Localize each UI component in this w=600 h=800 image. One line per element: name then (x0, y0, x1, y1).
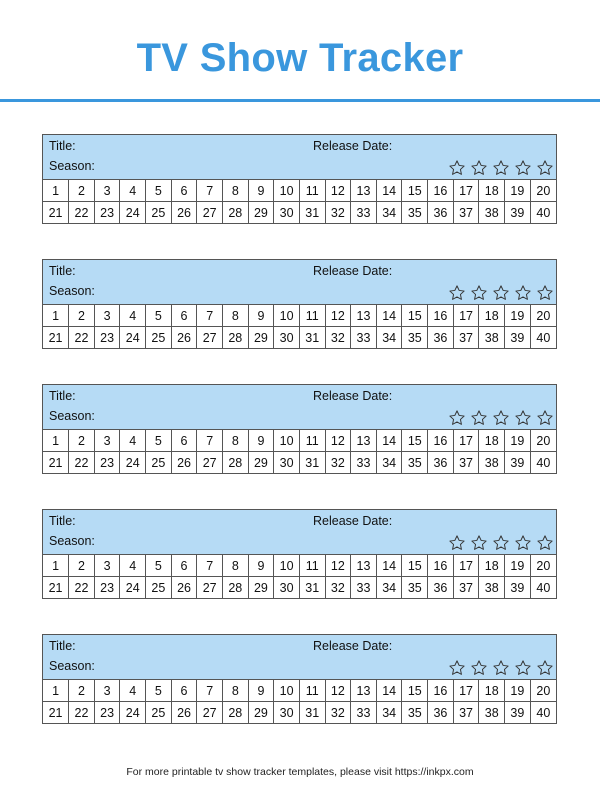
episode-row (43, 305, 556, 327)
episode-cell[interactable]: 23 (94, 702, 120, 724)
star-rating (448, 159, 554, 177)
episode-cell[interactable]: 32 (325, 702, 351, 724)
episode-cell[interactable]: 8 (222, 555, 248, 577)
episode-cell[interactable]: 9 (248, 555, 274, 577)
episode-cell[interactable]: 25 (146, 327, 172, 349)
episode-cell[interactable]: 18 (479, 430, 505, 452)
episode-cell[interactable]: 28 (222, 577, 248, 599)
star-outline-icon[interactable] (448, 159, 466, 177)
episode-cell[interactable]: 13 (351, 555, 377, 577)
episode-cell[interactable]: 3 (94, 680, 120, 702)
episode-cell[interactable]: 36 (428, 702, 454, 724)
episode-cell[interactable]: 12 (325, 430, 351, 452)
episode-cell[interactable]: 12 (325, 305, 351, 327)
episode-cell[interactable]: 13 (351, 430, 377, 452)
episode-cell[interactable]: 28 (222, 327, 248, 349)
episode-grid (43, 430, 556, 473)
star-outline-icon[interactable] (470, 534, 488, 552)
episode-cell[interactable]: 12 (325, 555, 351, 577)
episode-cell[interactable]: 27 (197, 202, 223, 224)
episode-cell[interactable]: 22 (69, 577, 95, 599)
episode-cell[interactable]: 30 (274, 577, 300, 599)
episode-cell[interactable]: 29 (248, 202, 274, 224)
release-date-field-label[interactable]: Release Date: (313, 139, 393, 153)
episode-cell[interactable]: 31 (299, 452, 325, 474)
episode-cell[interactable]: 23 (94, 577, 120, 599)
episode-cell[interactable]: 21 (43, 327, 69, 349)
episode-cell[interactable]: 35 (402, 202, 428, 224)
episode-cell[interactable]: 39 (505, 577, 531, 599)
episode-cell[interactable]: 27 (197, 702, 223, 724)
star-outline-icon[interactable] (492, 659, 510, 677)
episode-cell[interactable]: 18 (479, 180, 505, 202)
episode-cell[interactable]: 16 (428, 305, 454, 327)
star-outline-icon[interactable] (470, 159, 488, 177)
episode-row (43, 430, 556, 452)
episode-cell[interactable]: 14 (376, 680, 402, 702)
episode-cell[interactable]: 40 (530, 327, 556, 349)
episode-cell[interactable]: 29 (248, 327, 274, 349)
season-field-label[interactable]: Season: (49, 284, 95, 298)
episode-cell[interactable]: 2 (69, 555, 95, 577)
episode-cell[interactable]: 33 (351, 577, 377, 599)
episode-cell[interactable]: 16 (428, 555, 454, 577)
episode-cell[interactable]: 8 (222, 305, 248, 327)
episode-cell[interactable]: 19 (505, 430, 531, 452)
episode-grid (43, 680, 556, 723)
episode-cell[interactable]: 2 (69, 680, 95, 702)
episode-cell[interactable]: 32 (325, 202, 351, 224)
episode-cell[interactable]: 34 (376, 327, 402, 349)
episode-cell[interactable]: 33 (351, 202, 377, 224)
episode-cell[interactable]: 6 (171, 430, 197, 452)
episode-cell[interactable]: 38 (479, 202, 505, 224)
episode-cell[interactable]: 13 (351, 180, 377, 202)
episode-cell[interactable]: 40 (530, 202, 556, 224)
episode-cell[interactable]: 37 (453, 702, 479, 724)
tracker-header (43, 510, 556, 555)
episode-cell[interactable]: 1 (43, 680, 69, 702)
episode-row (43, 180, 556, 202)
episode-cell[interactable]: 4 (120, 430, 146, 452)
episode-cell[interactable]: 5 (146, 680, 172, 702)
episode-cell[interactable]: 36 (428, 202, 454, 224)
release-date-field-label[interactable]: Release Date: (313, 389, 393, 403)
tracker-block (42, 384, 557, 474)
episode-cell[interactable]: 1 (43, 305, 69, 327)
episode-cell[interactable]: 31 (299, 327, 325, 349)
episode-cell[interactable]: 40 (530, 577, 556, 599)
episode-cell[interactable]: 21 (43, 452, 69, 474)
episode-cell[interactable]: 39 (505, 202, 531, 224)
episode-cell[interactable]: 17 (453, 180, 479, 202)
star-outline-icon[interactable] (514, 284, 532, 302)
episode-cell[interactable]: 30 (274, 452, 300, 474)
episode-cell[interactable]: 15 (402, 430, 428, 452)
tracker-block (42, 259, 557, 349)
episode-cell[interactable]: 6 (171, 180, 197, 202)
episode-cell[interactable]: 18 (479, 680, 505, 702)
star-outline-icon[interactable] (470, 409, 488, 427)
star-outline-icon[interactable] (514, 159, 532, 177)
episode-cell[interactable]: 10 (274, 305, 300, 327)
star-outline-icon[interactable] (514, 534, 532, 552)
release-date-field-label[interactable]: Release Date: (313, 639, 393, 653)
episode-cell[interactable]: 2 (69, 180, 95, 202)
episode-cell[interactable]: 10 (274, 180, 300, 202)
episode-cell[interactable]: 25 (146, 577, 172, 599)
episode-cell[interactable]: 25 (146, 452, 172, 474)
episode-cell[interactable]: 11 (299, 180, 325, 202)
episode-cell[interactable]: 27 (197, 327, 223, 349)
episode-cell[interactable]: 12 (325, 680, 351, 702)
release-date-field-label[interactable]: Release Date: (313, 264, 393, 278)
episode-cell[interactable]: 29 (248, 702, 274, 724)
episode-cell[interactable]: 11 (299, 430, 325, 452)
release-date-field-label[interactable]: Release Date: (313, 514, 393, 528)
episode-cell[interactable]: 25 (146, 202, 172, 224)
episode-row (43, 452, 556, 474)
episode-cell[interactable]: 38 (479, 452, 505, 474)
episode-cell[interactable]: 37 (453, 327, 479, 349)
tracker-block (42, 634, 557, 724)
episode-cell[interactable]: 5 (146, 180, 172, 202)
episode-cell[interactable]: 28 (222, 702, 248, 724)
episode-cell[interactable]: 31 (299, 702, 325, 724)
episode-cell[interactable]: 36 (428, 327, 454, 349)
episode-cell[interactable]: 31 (299, 202, 325, 224)
title-field-label[interactable]: Title: (49, 389, 76, 403)
star-outline-icon[interactable] (536, 659, 554, 677)
episode-cell[interactable]: 7 (197, 430, 223, 452)
season-field-label[interactable]: Season: (49, 409, 95, 423)
episode-cell[interactable]: 31 (299, 577, 325, 599)
episode-cell[interactable]: 15 (402, 180, 428, 202)
episode-cell[interactable]: 35 (402, 577, 428, 599)
episode-cell[interactable]: 9 (248, 680, 274, 702)
episode-cell[interactable]: 23 (94, 327, 120, 349)
episode-cell[interactable]: 33 (351, 327, 377, 349)
episode-cell[interactable]: 13 (351, 305, 377, 327)
episode-cell[interactable]: 35 (402, 702, 428, 724)
episode-cell[interactable]: 15 (402, 555, 428, 577)
episode-cell[interactable]: 6 (171, 555, 197, 577)
episode-cell[interactable]: 35 (402, 452, 428, 474)
episode-cell[interactable]: 24 (120, 452, 146, 474)
star-outline-icon[interactable] (448, 659, 466, 677)
episode-cell[interactable]: 30 (274, 327, 300, 349)
star-outline-icon[interactable] (492, 409, 510, 427)
star-outline-icon[interactable] (492, 534, 510, 552)
episode-row (43, 555, 556, 577)
episode-cell[interactable]: 15 (402, 680, 428, 702)
episode-cell[interactable]: 3 (94, 180, 120, 202)
episode-grid (43, 180, 556, 223)
episode-cell[interactable]: 8 (222, 180, 248, 202)
episode-cell[interactable]: 20 (530, 680, 556, 702)
episode-cell[interactable]: 29 (248, 452, 274, 474)
episode-cell[interactable]: 22 (69, 202, 95, 224)
title-field-label[interactable]: Title: (49, 514, 76, 528)
tracker-header (43, 385, 556, 430)
episode-cell[interactable]: 15 (402, 305, 428, 327)
episode-cell[interactable]: 1 (43, 430, 69, 452)
episode-cell[interactable]: 1 (43, 555, 69, 577)
footer-note: For more printable tv show tracker templates, please visit https://inkpx.com (126, 766, 474, 778)
episode-cell[interactable]: 35 (402, 327, 428, 349)
episode-cell[interactable]: 14 (376, 555, 402, 577)
star-rating (448, 409, 554, 427)
episode-cell[interactable]: 6 (171, 305, 197, 327)
episode-cell[interactable]: 17 (453, 555, 479, 577)
episode-row (43, 202, 556, 224)
episode-cell[interactable]: 24 (120, 577, 146, 599)
episode-cell[interactable]: 14 (376, 180, 402, 202)
episode-cell[interactable]: 30 (274, 202, 300, 224)
page-title: TV Show Tracker (136, 36, 464, 80)
star-outline-icon[interactable] (536, 159, 554, 177)
episode-cell[interactable]: 6 (171, 680, 197, 702)
star-outline-icon[interactable] (536, 284, 554, 302)
episode-cell[interactable]: 4 (120, 180, 146, 202)
episode-cell[interactable]: 13 (351, 680, 377, 702)
episode-cell[interactable]: 30 (274, 702, 300, 724)
episode-cell[interactable]: 3 (94, 305, 120, 327)
episode-cell[interactable]: 21 (43, 702, 69, 724)
episode-cell[interactable]: 32 (325, 327, 351, 349)
episode-cell[interactable]: 33 (351, 452, 377, 474)
title-field-label[interactable]: Title: (49, 264, 76, 278)
episode-cell[interactable]: 39 (505, 702, 531, 724)
episode-cell[interactable]: 33 (351, 702, 377, 724)
episode-cell[interactable]: 32 (325, 577, 351, 599)
episode-cell[interactable]: 25 (146, 702, 172, 724)
episode-grid (43, 305, 556, 348)
episode-cell[interactable]: 20 (530, 305, 556, 327)
episode-cell[interactable]: 39 (505, 452, 531, 474)
episode-cell[interactable]: 21 (43, 202, 69, 224)
episode-cell[interactable]: 19 (505, 680, 531, 702)
episode-cell[interactable]: 34 (376, 577, 402, 599)
episode-row (43, 702, 556, 724)
episode-cell[interactable]: 9 (248, 180, 274, 202)
episode-cell[interactable]: 18 (479, 555, 505, 577)
episode-cell[interactable]: 26 (171, 452, 197, 474)
episode-cell[interactable]: 12 (325, 180, 351, 202)
episode-row (43, 577, 556, 599)
episode-cell[interactable]: 20 (530, 180, 556, 202)
episode-cell[interactable]: 4 (120, 555, 146, 577)
episode-cell[interactable]: 37 (453, 452, 479, 474)
star-outline-icon[interactable] (536, 409, 554, 427)
episode-cell[interactable]: 17 (453, 680, 479, 702)
star-outline-icon[interactable] (492, 159, 510, 177)
episode-cell[interactable]: 10 (274, 430, 300, 452)
episode-cell[interactable]: 5 (146, 430, 172, 452)
episode-row (43, 327, 556, 349)
episode-cell[interactable]: 10 (274, 555, 300, 577)
episode-row (43, 680, 556, 702)
episode-cell[interactable]: 19 (505, 180, 531, 202)
star-outline-icon[interactable] (470, 659, 488, 677)
episode-cell[interactable]: 27 (197, 452, 223, 474)
title-field-label[interactable]: Title: (49, 639, 76, 653)
episode-cell[interactable]: 9 (248, 305, 274, 327)
episode-cell[interactable]: 24 (120, 202, 146, 224)
episode-cell[interactable]: 20 (530, 430, 556, 452)
episode-cell[interactable]: 3 (94, 555, 120, 577)
episode-cell[interactable]: 8 (222, 430, 248, 452)
episode-cell[interactable]: 7 (197, 555, 223, 577)
episode-cell[interactable]: 34 (376, 452, 402, 474)
episode-cell[interactable]: 4 (120, 305, 146, 327)
episode-cell[interactable]: 23 (94, 202, 120, 224)
tracker-block (42, 509, 557, 599)
title-divider (0, 99, 600, 102)
episode-cell[interactable]: 26 (171, 327, 197, 349)
episode-cell[interactable]: 40 (530, 702, 556, 724)
episode-cell[interactable]: 37 (453, 577, 479, 599)
episode-cell[interactable]: 34 (376, 702, 402, 724)
episode-cell[interactable]: 3 (94, 430, 120, 452)
star-outline-icon[interactable] (536, 534, 554, 552)
episode-cell[interactable]: 36 (428, 577, 454, 599)
episode-cell[interactable]: 36 (428, 452, 454, 474)
episode-cell[interactable]: 5 (146, 555, 172, 577)
episode-cell[interactable]: 20 (530, 555, 556, 577)
star-rating (448, 659, 554, 677)
episode-cell[interactable]: 18 (479, 305, 505, 327)
episode-cell[interactable]: 24 (120, 327, 146, 349)
episode-cell[interactable]: 2 (69, 305, 95, 327)
episode-cell[interactable]: 23 (94, 452, 120, 474)
episode-cell[interactable]: 11 (299, 680, 325, 702)
episode-cell[interactable]: 38 (479, 702, 505, 724)
episode-cell[interactable]: 38 (479, 577, 505, 599)
episode-cell[interactable]: 17 (453, 430, 479, 452)
title-field-label[interactable]: Title: (49, 139, 76, 153)
episode-cell[interactable]: 29 (248, 577, 274, 599)
episode-cell[interactable]: 16 (428, 430, 454, 452)
episode-cell[interactable]: 37 (453, 202, 479, 224)
star-outline-icon[interactable] (448, 534, 466, 552)
episode-cell[interactable]: 7 (197, 305, 223, 327)
episode-cell[interactable]: 22 (69, 452, 95, 474)
episode-cell[interactable]: 9 (248, 430, 274, 452)
episode-cell[interactable]: 28 (222, 202, 248, 224)
episode-grid (43, 555, 556, 598)
episode-cell[interactable]: 24 (120, 702, 146, 724)
episode-cell[interactable]: 8 (222, 680, 248, 702)
episode-cell[interactable]: 22 (69, 702, 95, 724)
episode-cell[interactable]: 26 (171, 702, 197, 724)
episode-cell[interactable]: 2 (69, 430, 95, 452)
episode-cell[interactable]: 26 (171, 202, 197, 224)
episode-cell[interactable]: 22 (69, 327, 95, 349)
episode-cell[interactable]: 17 (453, 305, 479, 327)
season-field-label[interactable]: Season: (49, 534, 95, 548)
episode-cell[interactable]: 19 (505, 555, 531, 577)
star-outline-icon[interactable] (514, 659, 532, 677)
star-rating (448, 284, 554, 302)
episode-cell[interactable]: 26 (171, 577, 197, 599)
tracker-header (43, 635, 556, 680)
episode-cell[interactable]: 16 (428, 680, 454, 702)
episode-cell[interactable]: 14 (376, 430, 402, 452)
star-rating (448, 534, 554, 552)
episode-cell[interactable]: 16 (428, 180, 454, 202)
episode-cell[interactable]: 34 (376, 202, 402, 224)
episode-cell[interactable]: 7 (197, 180, 223, 202)
tracker-header (43, 260, 556, 305)
star-outline-icon[interactable] (448, 409, 466, 427)
episode-cell[interactable]: 5 (146, 305, 172, 327)
episode-cell[interactable]: 19 (505, 305, 531, 327)
star-outline-icon[interactable] (448, 284, 466, 302)
star-outline-icon[interactable] (514, 409, 532, 427)
episode-cell[interactable]: 21 (43, 577, 69, 599)
tracker-block (42, 134, 557, 224)
episode-cell[interactable]: 11 (299, 305, 325, 327)
episode-cell[interactable]: 10 (274, 680, 300, 702)
star-outline-icon[interactable] (492, 284, 510, 302)
episode-cell[interactable]: 7 (197, 680, 223, 702)
star-outline-icon[interactable] (470, 284, 488, 302)
episode-cell[interactable]: 11 (299, 555, 325, 577)
tracker-header (43, 135, 556, 180)
episode-cell[interactable]: 27 (197, 577, 223, 599)
episode-cell[interactable]: 4 (120, 680, 146, 702)
episode-cell[interactable]: 28 (222, 452, 248, 474)
season-field-label[interactable]: Season: (49, 159, 95, 173)
episode-cell[interactable]: 32 (325, 452, 351, 474)
episode-cell[interactable]: 40 (530, 452, 556, 474)
season-field-label[interactable]: Season: (49, 659, 95, 673)
episode-cell[interactable]: 1 (43, 180, 69, 202)
episode-cell[interactable]: 14 (376, 305, 402, 327)
episode-cell[interactable]: 38 (479, 327, 505, 349)
episode-cell[interactable]: 39 (505, 327, 531, 349)
